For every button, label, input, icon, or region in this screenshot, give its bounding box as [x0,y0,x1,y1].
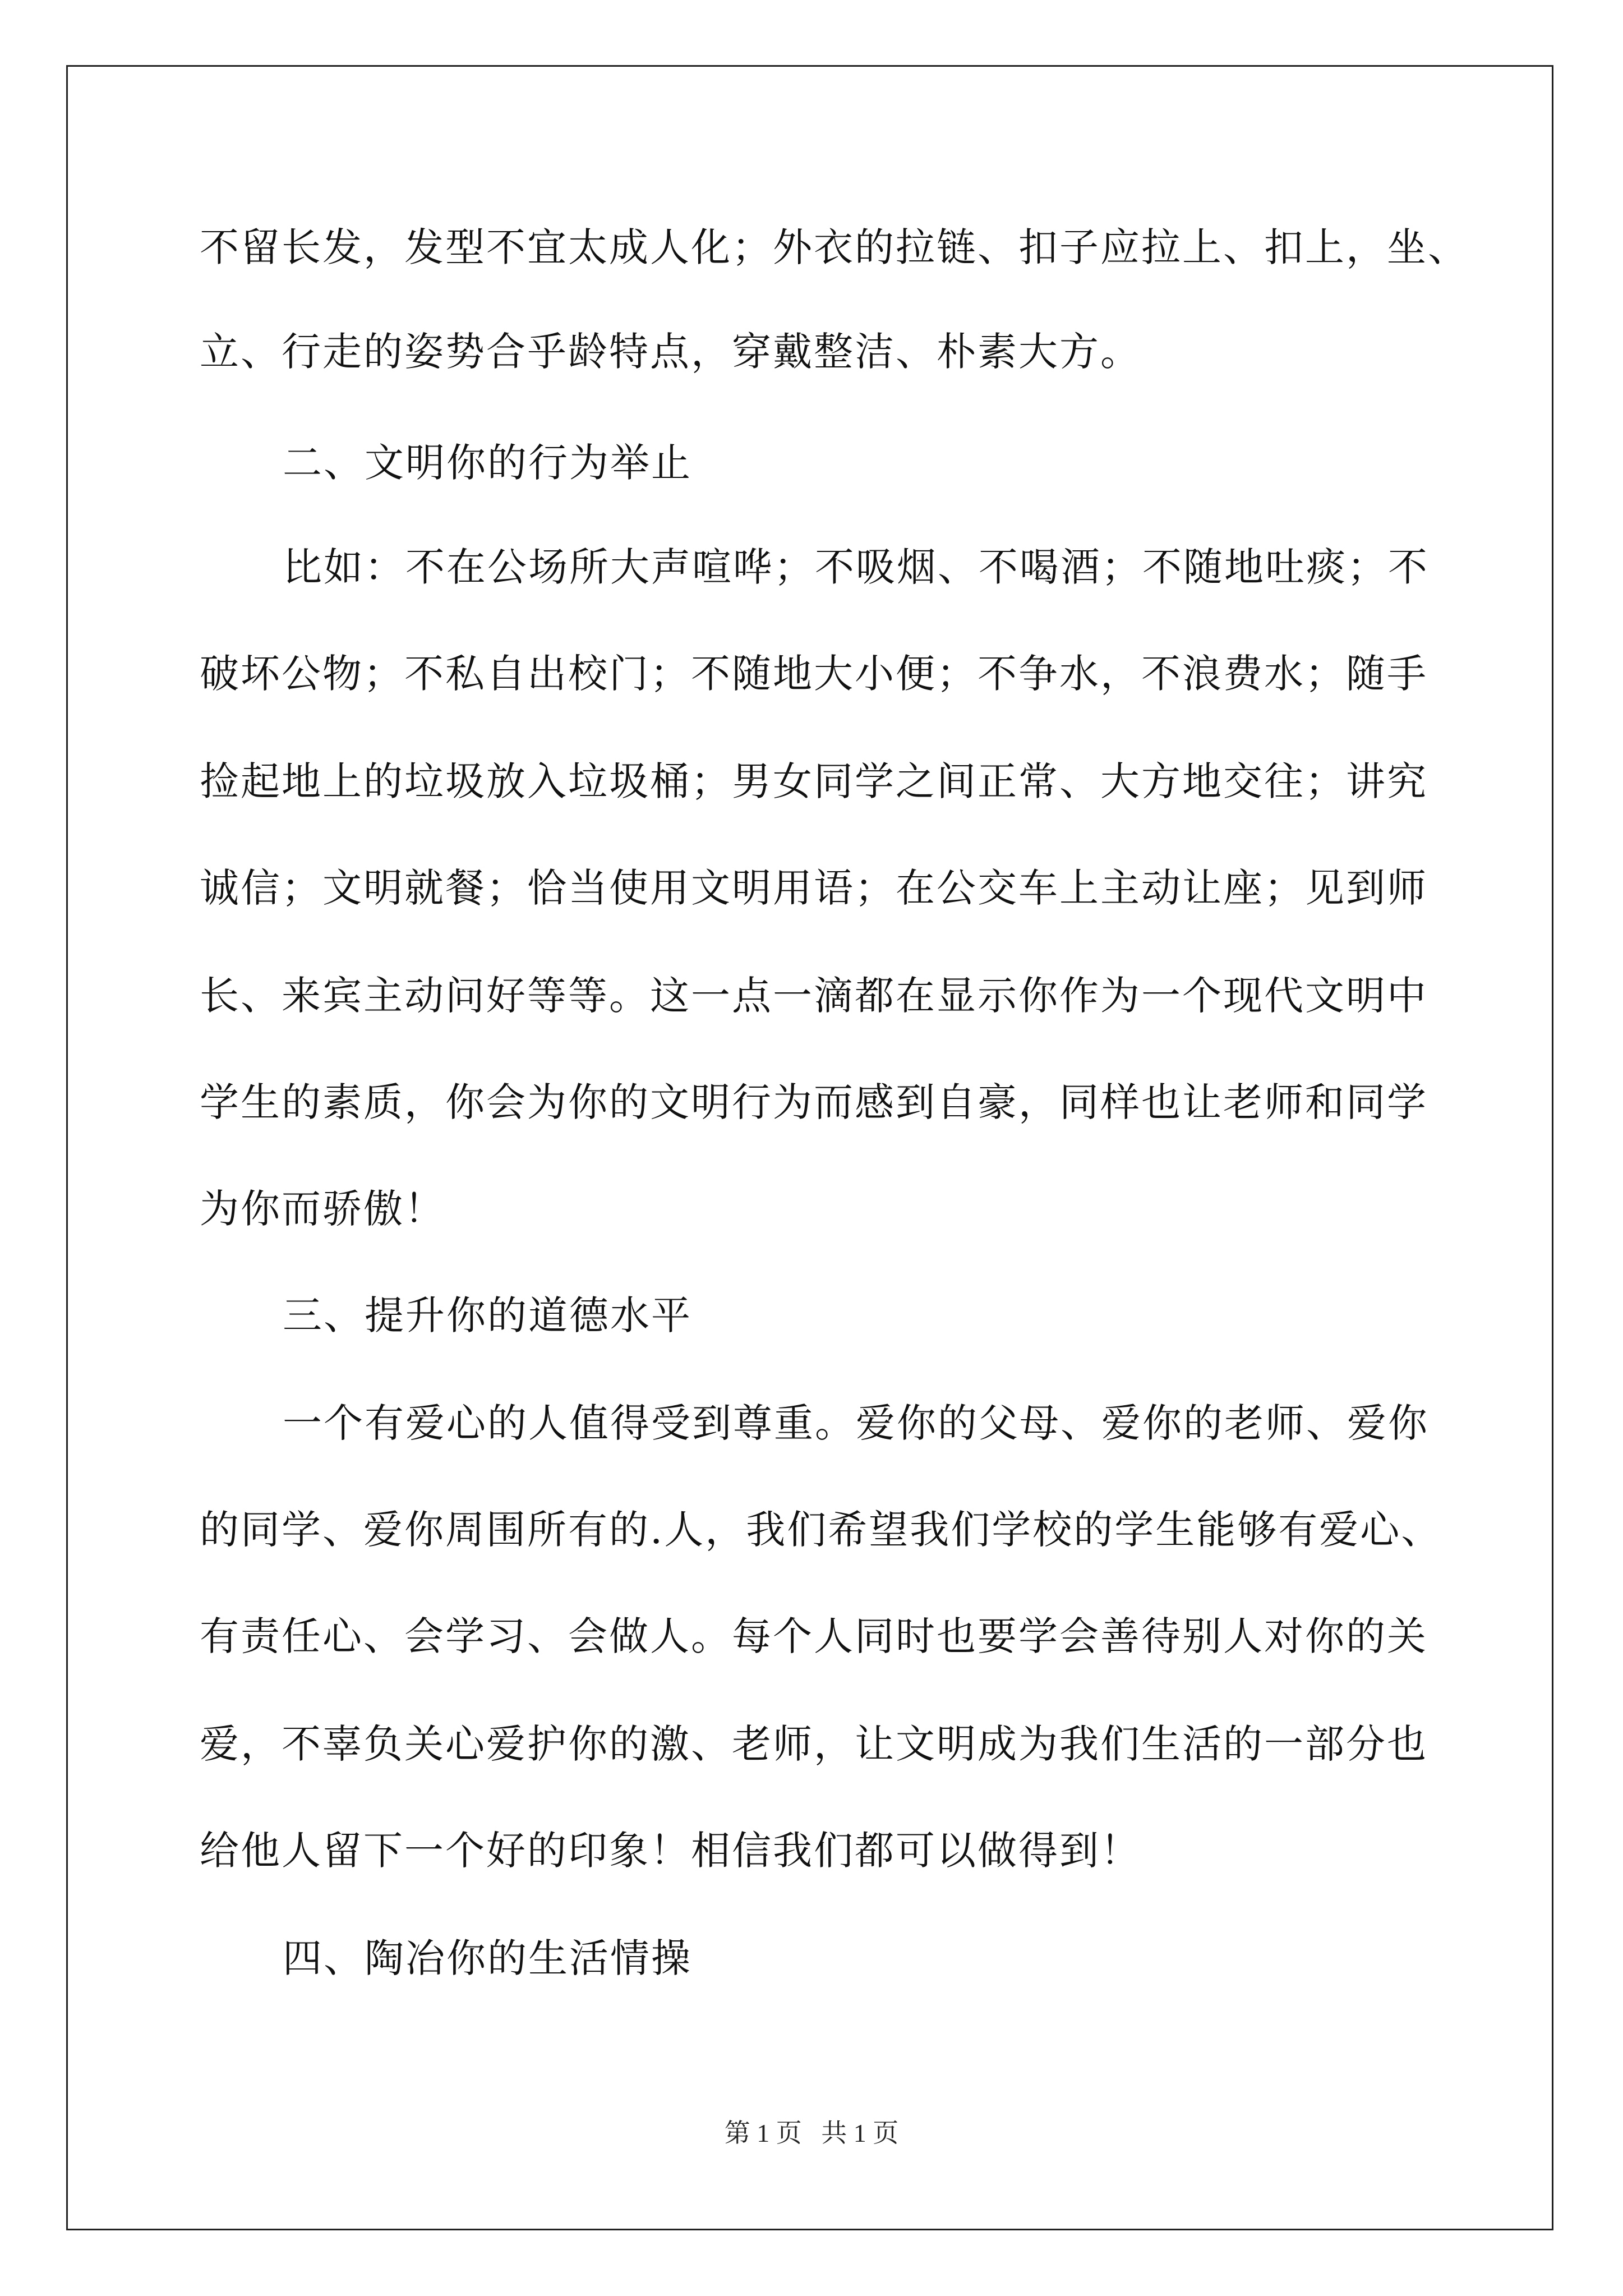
body-line: 不留长发，发型不宜太成人化；外衣的拉链、扣子应拉上、扣上，坐、 [200,224,1469,270]
body-line: 诚信；文明就餐；恰当使用文明用语；在公交车上主动让座；见到师 [200,865,1428,911]
section-heading: 四、陶冶你的生活情操 [283,1935,692,1981]
body-line: 一个有爱心的人值得受到尊重。爱你的父母、爱你的老师、爱你 [283,1400,1429,1446]
page-total: 共 1 页 [821,2119,899,2147]
body-line: 长、来宾主动问好等等。这一点一滴都在显示你作为一个现代文明中 [200,973,1428,1019]
body-line: 爱，不辜负关心爱护你的激、老师，让文明成为我们生活的一部分也 [200,1721,1428,1767]
body-line: 有责任心、会学习、会做人。每个人同时也要学会善待别人对你的关 [200,1613,1428,1659]
body-line: 的同学、爱你周围所有的.人，我们希望我们学校的学生能够有爱心、 [200,1507,1442,1553]
section-heading: 二、文明你的行为举止 [283,440,692,486]
body-line: 捡起地上的垃圾放入垃圾桶；男女同学之间正常、大方地交往；讲究 [200,758,1428,804]
body-line: 学生的素质，你会为你的文明行为而感到自豪，同样也让老师和同学 [200,1079,1428,1125]
body-line: 为你而骄傲！ [200,1186,445,1232]
page-footer [0,2120,1623,2146]
body-line: 立、行走的姿势合乎龄特点，穿戴整洁、朴素大方。 [200,329,1141,375]
page-border [66,65,1553,2230]
body-line: 破坏公物；不私自出校门；不随地大小便；不争水，不浪费水；随手 [200,651,1428,697]
body-line: 比如：不在公场所大声喧哗；不吸烟、不喝酒；不随地吐痰；不 [283,544,1429,590]
page-number: 第 1 页 [724,2119,802,2147]
section-heading: 三、提升你的道德水平 [283,1292,692,1338]
body-line: 给他人留下一个好的印象！相信我们都可以做得到！ [200,1828,1141,1874]
